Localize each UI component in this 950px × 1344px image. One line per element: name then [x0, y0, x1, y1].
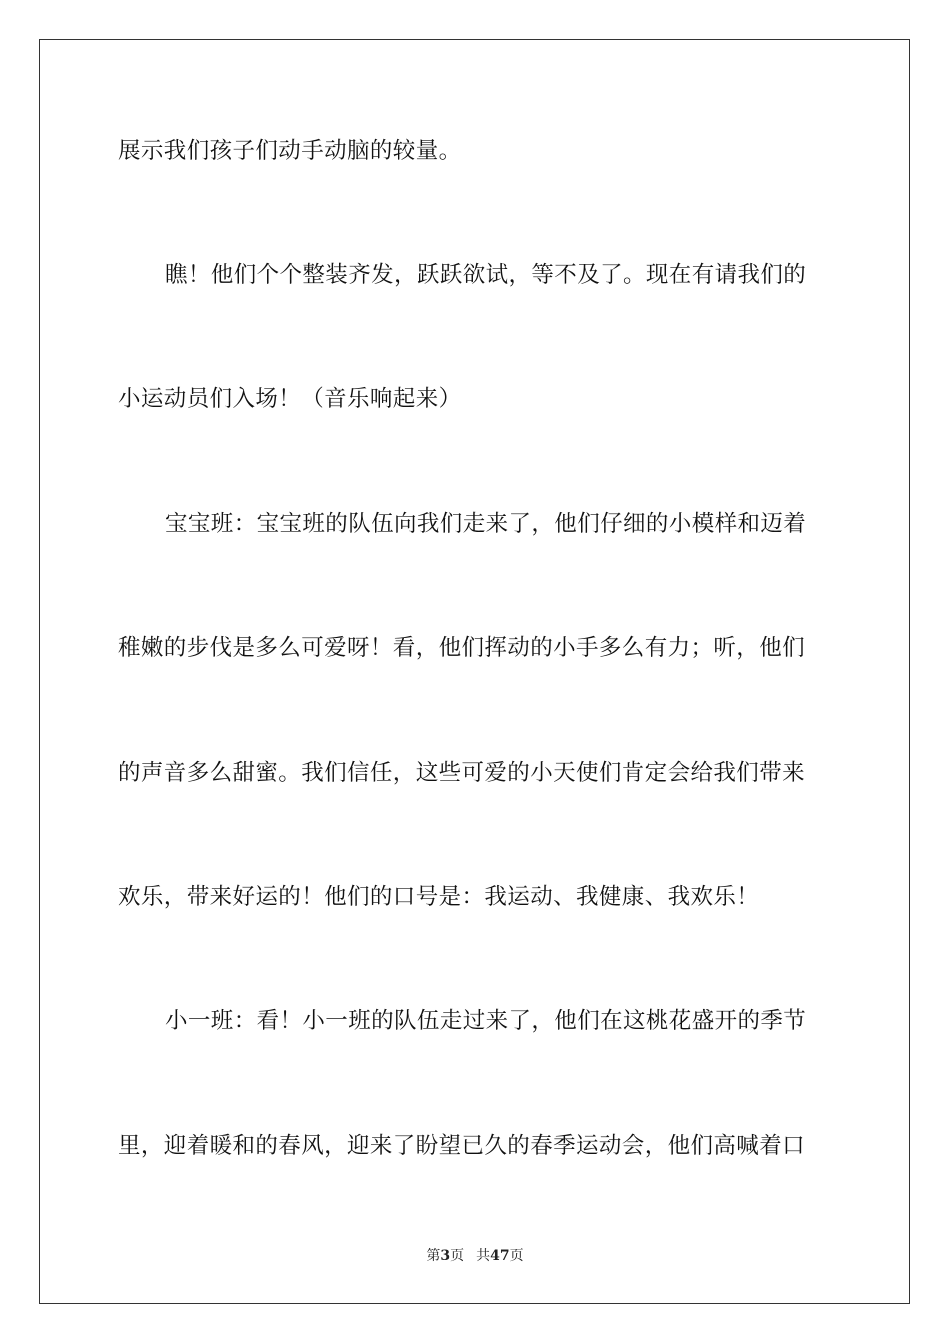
text-line: 小运动员们入场！（音乐响起来） — [118, 386, 462, 412]
paragraph-start-line: 宝宝班：宝宝班的队伍向我们走来了，他们仔细的小模样和迈着 — [165, 511, 807, 537]
text-line: 稚嫩的步伐是多么可爱呀！看，他们挥动的小手多么有力；听，他们 — [118, 635, 806, 661]
page-number: 3 — [440, 1248, 451, 1264]
text-line: 里，迎着暖和的春风，迎来了盼望已久的春季运动会，他们高喊着口 — [118, 1133, 806, 1159]
total-suffix: 页 — [509, 1248, 524, 1264]
total-pages: 47 — [490, 1248, 510, 1264]
page-prefix: 第 — [426, 1248, 441, 1264]
page-suffix: 页 — [450, 1248, 465, 1264]
page-border — [39, 39, 910, 1304]
text-line: 展示我们孩子们动手动脑的较量。 — [118, 138, 462, 164]
text-line: 的声音多么甜蜜。我们信任，这些可爱的小天使们肯定会给我们带来 — [118, 760, 806, 786]
total-prefix: 共 — [476, 1248, 491, 1264]
paragraph-start-line: 小一班：看！小一班的队伍走过来了，他们在这桃花盛开的季节 — [165, 1008, 807, 1034]
paragraph-start-line: 瞧！他们个个整装齐发，跃跃欲试，等不及了。现在有请我们的 — [165, 262, 807, 288]
page-footer — [0, 1246, 950, 1266]
text-line: 欢乐，带来好运的！他们的口号是：我运动、我健康、我欢乐！ — [118, 884, 760, 910]
